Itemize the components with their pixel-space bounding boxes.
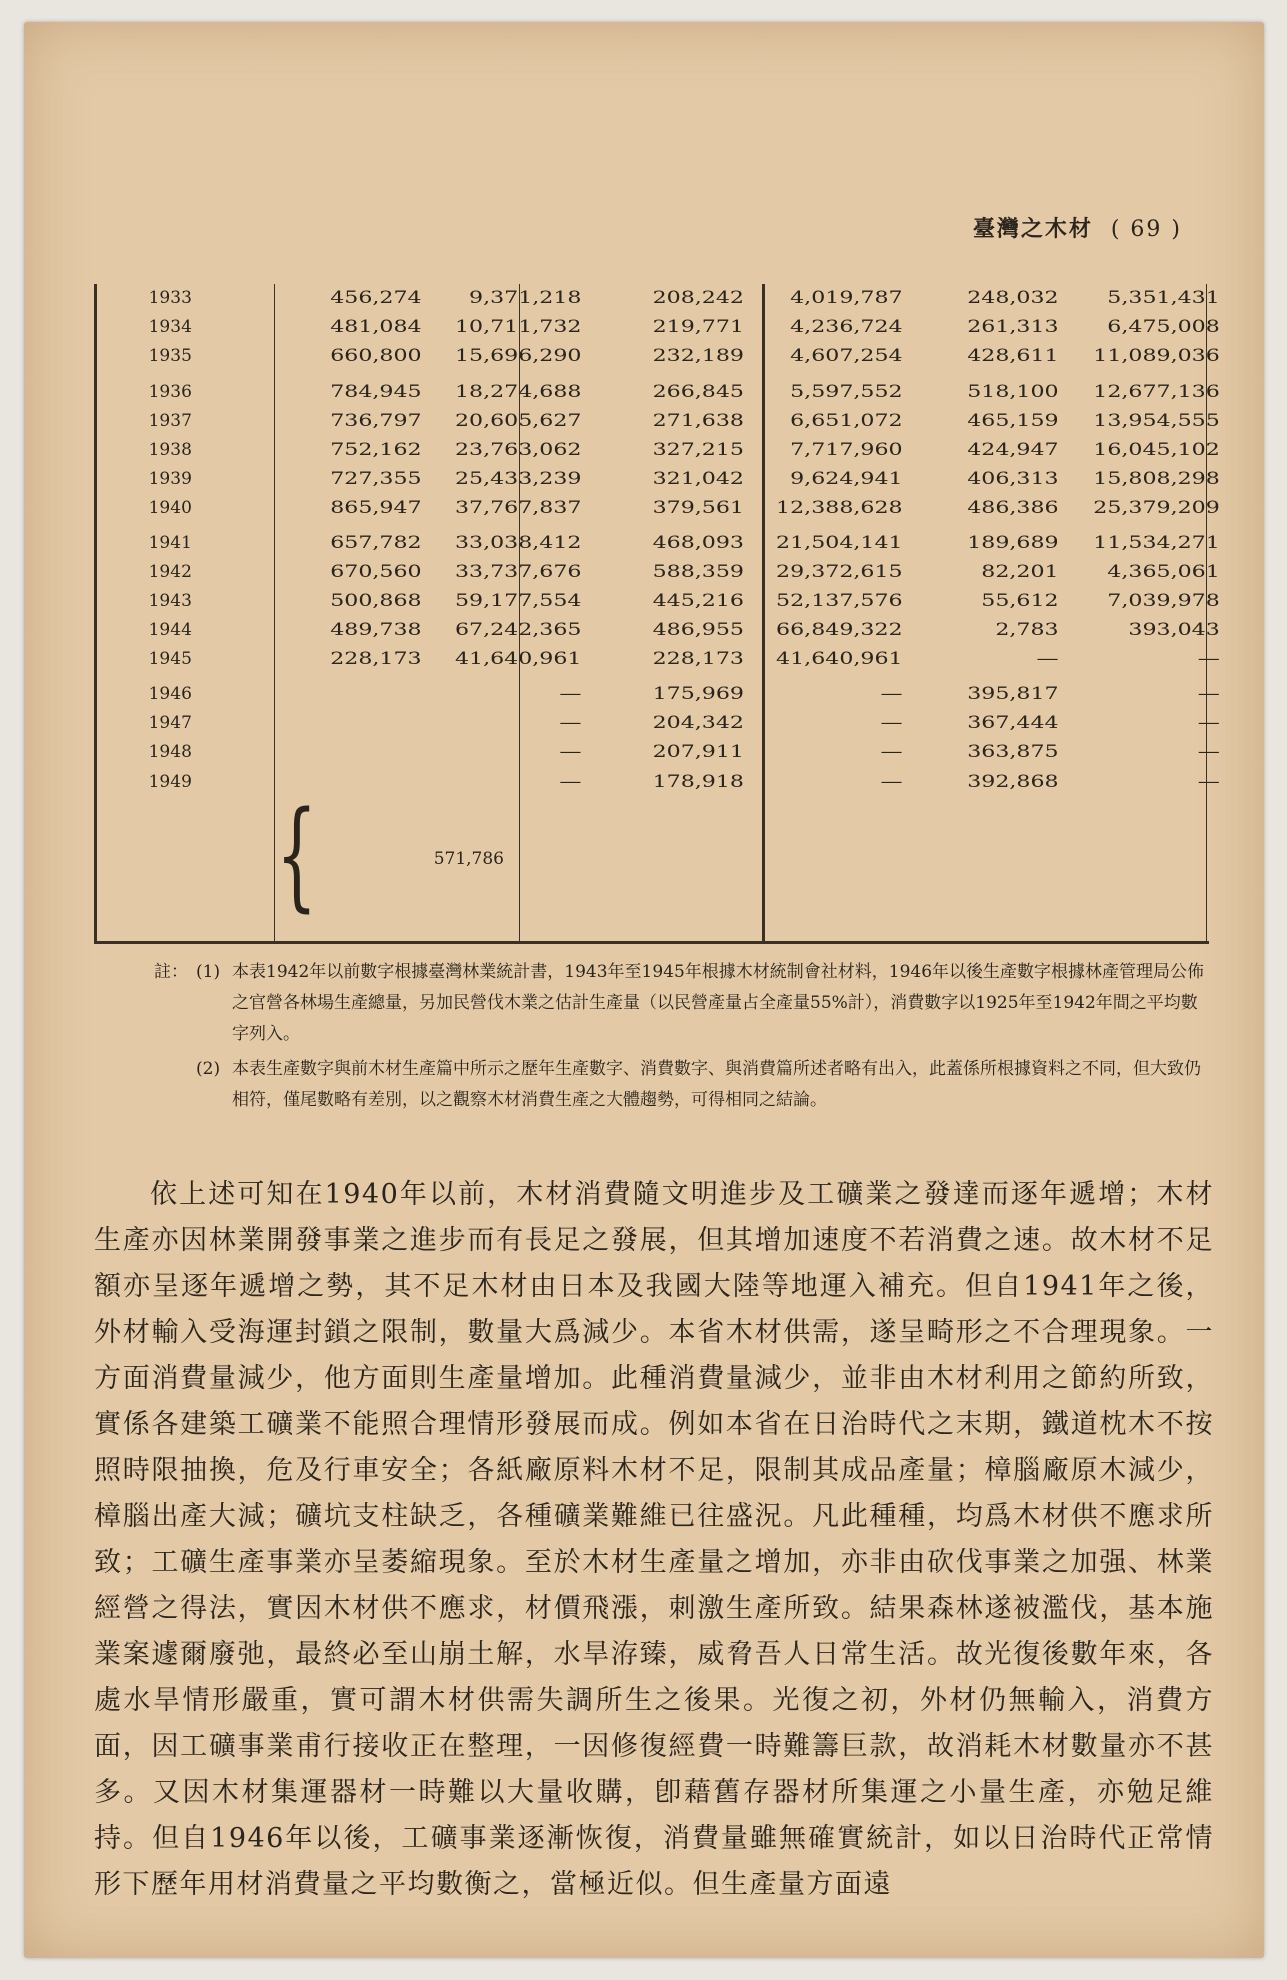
year-cell: 1945 [148, 649, 192, 669]
value-cell-c6: 16,045,102 [1093, 440, 1220, 460]
value-cell-c4: 4,236,724 [790, 317, 903, 337]
value-cell-c3: 232,189 [652, 346, 744, 366]
year-cell: 1938 [148, 440, 192, 460]
value-cell-c5: 248,032 [967, 288, 1059, 308]
table-row [94, 645, 1220, 673]
note-2 [154, 1054, 1214, 1116]
year-cell: 1947 [148, 713, 192, 733]
value-cell-c2: 67,242,365 [454, 620, 582, 640]
value-cell-c3: 178,918 [652, 772, 744, 792]
value-cell-c5: 55,612 [981, 591, 1059, 611]
year-cell: 1936 [148, 382, 192, 402]
note-text: 本表1942年以前數字根據臺灣林業統計書，1943年至1945年根據木材統制會社材料，1946年以後生產數字根據林產管理局公佈之官營各林場生產總量，另加民營伐木業之估計生產量（以民營產量占全產量55%計），消費數字以1925年至1942年間之平均數字列入。 [232, 962, 1205, 1044]
value-cell-c1: 784,945 [330, 382, 422, 402]
table-bottom-border [94, 941, 1209, 944]
value-cell-c3: 271,638 [652, 411, 744, 431]
value-cell-c6: 12,677,136 [1093, 382, 1220, 402]
value-cell-c3: 204,342 [652, 713, 744, 733]
value-cell-c1: 736,797 [330, 411, 422, 431]
value-cell-c4: — [880, 772, 903, 792]
value-cell-c3: 208,242 [652, 288, 744, 308]
year-cell: 1942 [148, 562, 192, 582]
value-cell-c2: 59,177,554 [454, 591, 582, 611]
year-cell: 1941 [148, 533, 192, 553]
value-cell-c4: 66,849,322 [776, 620, 903, 640]
value-cell-c6: 11,089,036 [1093, 346, 1220, 366]
value-cell-c3: 228,173 [652, 649, 744, 669]
value-cell-c6: — [1197, 772, 1220, 792]
value-cell-c4: — [880, 684, 903, 704]
table-row [94, 529, 1220, 557]
value-cell-c1: 752,162 [330, 440, 422, 460]
value-cell-c2: — [559, 742, 582, 762]
page-sheet [24, 22, 1264, 1958]
value-cell-c4: 41,640,961 [776, 649, 903, 669]
value-cell-c6: 4,365,061 [1107, 562, 1220, 582]
value-cell-c2: 41,640,961 [454, 649, 582, 669]
value-cell-c5: 82,201 [981, 562, 1059, 582]
value-cell-c3: 327,215 [652, 440, 744, 460]
value-cell-c6: — [1197, 713, 1220, 733]
table-row [94, 407, 1220, 435]
value-cell-c3: 219,771 [652, 317, 744, 337]
year-cell: 1943 [148, 591, 192, 611]
year-cell: 1934 [148, 317, 192, 337]
value-cell-c5: 395,817 [967, 684, 1059, 704]
value-cell-c4: 52,137,576 [776, 591, 903, 611]
value-cell-c2: 37,767,837 [454, 498, 582, 518]
value-cell-c4: 21,504,141 [776, 533, 903, 553]
value-cell-c1: 657,782 [330, 533, 422, 553]
grouping-brace: { [276, 785, 318, 923]
value-cell-c2: 18,274,688 [454, 382, 582, 402]
year-cell: 1940 [148, 498, 192, 518]
value-cell-c3: 486,955 [652, 620, 744, 640]
value-cell-c5: 363,875 [967, 742, 1059, 762]
table-row [94, 465, 1220, 493]
value-cell-c4: 5,597,552 [790, 382, 903, 402]
table-row [94, 494, 1220, 522]
value-cell-c5: 189,689 [967, 533, 1059, 553]
value-cell-c5: 486,386 [967, 498, 1059, 518]
year-cell: 1935 [148, 346, 192, 366]
value-cell-c2: — [559, 713, 582, 733]
page-number: ( 69 ) [1110, 217, 1182, 242]
value-cell-c6: 11,534,271 [1093, 533, 1220, 553]
value-cell-c6: 13,954,555 [1093, 411, 1220, 431]
value-cell-c3: 266,845 [652, 382, 744, 402]
value-cell-c5: 518,100 [967, 382, 1059, 402]
value-cell-c3: 207,911 [652, 742, 744, 762]
note-number: (2) [196, 1059, 221, 1079]
table-row [94, 738, 1220, 766]
header-title: 臺灣之木材 [972, 216, 1093, 242]
value-cell-c5: 406,313 [967, 469, 1059, 489]
year-cell: 1948 [148, 742, 192, 762]
table-notes [154, 957, 1214, 1120]
value-cell-c6: — [1197, 742, 1220, 762]
value-cell-c5: 392,868 [967, 772, 1059, 792]
year-cell: 1944 [148, 620, 192, 640]
year-cell: 1937 [148, 411, 192, 431]
value-cell-c2: 10,711,732 [454, 317, 582, 337]
value-cell-c6: 5,351,431 [1107, 288, 1220, 308]
value-cell-c3: 588,359 [652, 562, 744, 582]
table-row [94, 342, 1220, 370]
value-cell-c1: 670,560 [330, 562, 422, 582]
value-cell-c4: 9,624,941 [790, 469, 903, 489]
year-cell: 1949 [148, 772, 192, 792]
value-cell-c4: 4,607,254 [790, 346, 903, 366]
year-cell: 1933 [148, 288, 192, 308]
table-row [94, 436, 1220, 464]
value-cell-c6: — [1197, 649, 1220, 669]
value-cell-c5: — [1036, 649, 1059, 669]
table-body [94, 284, 1287, 804]
table-row [94, 284, 1220, 312]
value-cell-c6: 6,475,008 [1107, 317, 1220, 337]
value-cell-c1: 727,355 [330, 469, 422, 489]
value-cell-c6: — [1197, 684, 1220, 704]
value-cell-c6: 25,379,209 [1093, 498, 1220, 518]
value-cell-c1: 456,274 [330, 288, 422, 308]
table-row [94, 378, 1220, 406]
table-row [94, 616, 1220, 644]
notes-label: 註： [154, 962, 188, 982]
value-cell-c6: 15,808,298 [1093, 469, 1220, 489]
value-cell-c2: 20,605,627 [454, 411, 582, 431]
body-paragraph: 依上述可知在1940年以前，木材消費隨文明進步及工礦業之發達而逐年遞增；木材生產亦因林業開發事業之進步而有長足之發展，但其增加速度不若消費之速。故木材不足額亦呈逐年遞增之勢，其不足木材由日本及我國大陸等地運入補充。但自1941年之後，外材輸入受海運封鎖之限制，數量大爲減少。本省木材供需，遂呈畸形之不合理現象。一方面消費量減少，他方面則生產量增加。此種消費量減少，並非由木材利用之節約所致，實係各建築工礦業不能照合理情形發展而成。例如本省在日治時代之末期，鐵道枕木不按照時限抽換，危及行車安全；各紙廠原料木材不足，限制其成品產量；樟腦廠原木減少，樟腦出產大減；礦坑支柱缺乏，各種礦業難維已往盛況。凡此種種，均爲木材供不應求所致；工礦生產事業亦呈萎縮現象。至於木材生產量之增加，亦非由砍伐事業之加强、林業經營之得法，實因木材供不應求，材價飛漲，刺激生產所致。結果森林遂被濫伐，基本施業案遽爾廢弛，最終必至山崩土解，水旱洊臻，威脅吾人日常生活。故光復後數年來，各處水旱情形嚴重，實可謂木材供需失調所生之後果。光復之初，外材仍無輸入，消費方面，因工礦事業甫行接收正在整理，一因修復經費一時難籌巨款，故消耗木材數量亦不甚多。又因木材集運器材一時難以大量收購，卽藉舊存器材所集運之小量生產，亦勉足維持。但自1946年以後，工礦事業逐漸恢復，消費量雖無確實統計，如以日治時代正常情形下歷年用材消費量之平均數衡之，當極近似。但生產量方面遠 [94, 1179, 1214, 1900]
value-cell-c2: — [559, 772, 582, 792]
value-cell-c4: — [880, 713, 903, 733]
table-row [94, 587, 1220, 615]
value-cell-c1: 500,868 [330, 591, 422, 611]
table-row [94, 709, 1220, 737]
value-cell-c1: 228,173 [330, 649, 422, 669]
merged-value-1946-1949: 571,786 [433, 849, 504, 869]
table-row [94, 313, 1220, 341]
value-cell-c4: 4,019,787 [790, 288, 903, 308]
value-cell-c4: 12,388,628 [776, 498, 903, 518]
value-cell-c6: 7,039,978 [1107, 591, 1220, 611]
value-cell-c3: 468,093 [652, 533, 744, 553]
value-cell-c4: 7,717,960 [790, 440, 903, 460]
value-cell-c2: — [559, 684, 582, 704]
value-cell-c4: — [880, 742, 903, 762]
value-cell-c4: 29,372,615 [776, 562, 903, 582]
value-cell-c1: 489,738 [330, 620, 422, 640]
year-cell: 1946 [148, 684, 192, 704]
value-cell-c5: 367,444 [967, 713, 1059, 733]
value-cell-c5: 428,611 [967, 346, 1059, 366]
value-cell-c2: 9,371,218 [469, 288, 582, 308]
value-cell-c2: 33,038,412 [454, 533, 582, 553]
note-text: 本表生產數字與前木材生產篇中所示之歷年生產數字、消費數字、與消費篇所述者略有出入，此蓋係所根據資料之不同，但大致仍相符，僅尾數略有差別，以之觀察木材消費生產之大體趨勢，可得相同之結論。 [232, 1059, 1201, 1110]
value-cell-c6: 393,043 [1128, 620, 1220, 640]
value-cell-c5: 2,783 [995, 620, 1059, 640]
value-cell-c2: 33,737,676 [454, 562, 582, 582]
table-row [94, 558, 1220, 586]
value-cell-c1: 660,800 [330, 346, 422, 366]
value-cell-c3: 445,216 [652, 591, 744, 611]
table-row [94, 680, 1220, 708]
value-cell-c4: 6,651,072 [790, 411, 903, 431]
year-cell: 1939 [148, 469, 192, 489]
value-cell-c2: 23,763,062 [454, 440, 582, 460]
value-cell-c1: 481,084 [330, 317, 422, 337]
note-number: (1) [196, 962, 221, 982]
data-table [94, 284, 1220, 944]
table-row [94, 768, 1220, 796]
value-cell-c1: 865,947 [330, 498, 422, 518]
value-cell-c5: 424,947 [967, 440, 1059, 460]
value-cell-c3: 175,969 [652, 684, 744, 704]
value-cell-c5: 465,159 [967, 411, 1059, 431]
value-cell-c2: 15,696,290 [454, 346, 582, 366]
note-1 [154, 957, 1214, 1050]
value-cell-c3: 379,561 [652, 498, 744, 518]
running-header [973, 212, 1182, 243]
value-cell-c3: 321,042 [652, 469, 744, 489]
value-cell-c5: 261,313 [967, 317, 1059, 337]
value-cell-c2: 25,433,239 [454, 469, 582, 489]
